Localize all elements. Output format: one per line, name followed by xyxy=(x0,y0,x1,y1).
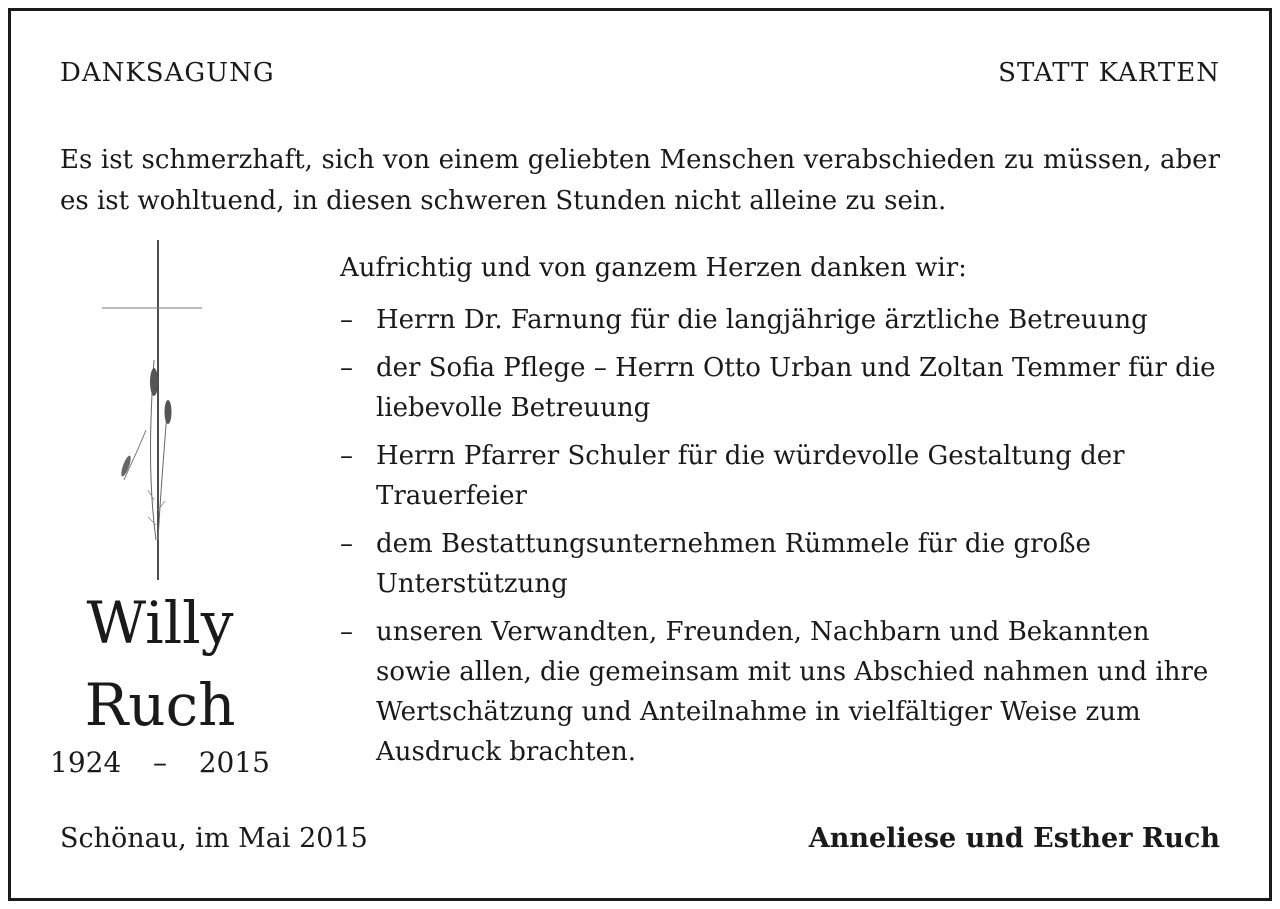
intro-text xyxy=(60,140,1220,222)
list-item-text: dem Bestattungsunternehmen Rümmele für die große Unterstützung xyxy=(376,529,1091,599)
list-dash: – xyxy=(340,305,353,335)
deceased-first-name: Willy xyxy=(86,589,234,657)
header-statt-karten: STATT KARTEN xyxy=(998,58,1220,88)
signature: Anneliese und Esther Ruch xyxy=(808,823,1220,854)
list-item xyxy=(340,612,1220,772)
list-item xyxy=(340,348,1220,428)
thanks-list xyxy=(340,300,1220,780)
list-item-text: unseren Verwandten, Freunden, Nachbarn und Bekannten sowie allen, die gemeinsam mit uns Abschied nahmen und ihre Wertschätzung und Anteilnahme in vielfältiger Weise zum Ausdruck brachten. xyxy=(376,617,1209,767)
years-dash: – xyxy=(153,746,167,779)
intro-line-1: Es ist schmerzhaft, sich von einem geliebten Menschen verabschieden zu müssen, xyxy=(60,145,1152,175)
thanks-intro: Aufrichtig und von ganzem Herzen danken wir: xyxy=(340,253,967,283)
deceased-last-name: Ruch xyxy=(84,671,236,739)
list-dash: – xyxy=(340,441,353,471)
list-item xyxy=(340,436,1220,516)
place-date: Schönau, im Mai 2015 xyxy=(60,823,368,854)
list-dash: – xyxy=(340,529,353,559)
list-item xyxy=(340,300,1220,340)
life-years xyxy=(50,746,270,779)
list-item-text: der Sofia Pflege – Herrn Otto Urban und Zoltan Temmer für die liebevolle Betreuung xyxy=(376,353,1216,423)
list-item xyxy=(340,524,1220,604)
birth-year: 1924 xyxy=(50,746,122,779)
death-year: 2015 xyxy=(198,746,270,779)
list-dash: – xyxy=(340,617,353,647)
cross-with-wheat-icon xyxy=(98,240,208,585)
header-danksagung: DANKSAGUNG xyxy=(60,58,275,88)
intro-line-2: aber es ist wohltuend, in diesen schweren Stunden nicht alleine zu sein. xyxy=(60,145,1220,216)
list-item-text: Herrn Pfarrer Schuler für die würdevolle Gestaltung der Trauerfeier xyxy=(376,441,1125,511)
list-item-text: Herrn Dr. Farnung für die langjährige ärztliche Betreuung xyxy=(376,305,1148,335)
list-dash: – xyxy=(340,353,353,383)
